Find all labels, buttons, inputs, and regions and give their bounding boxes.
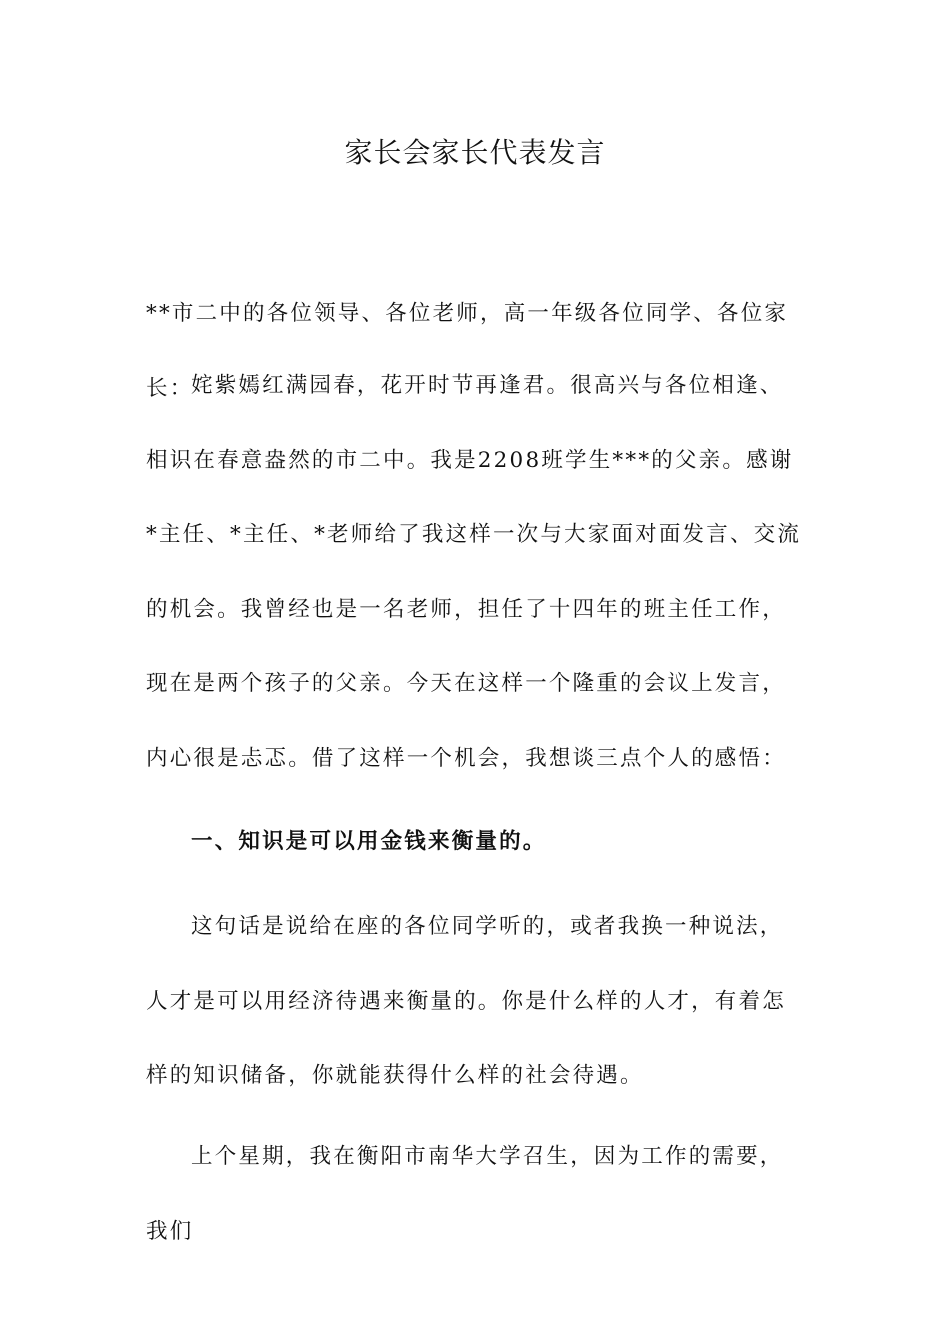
paragraph-knowledge: 这句话是说给在座的各位同学听的，或者我换一种说法，人才是可以用经济待遇来衡量的。你是什么样的人才，有着怎样的知识储备，你就能获得什么样的社会待遇。: [146, 914, 786, 1088]
section-heading-1: 一、知识是可以用金钱来衡量的。: [191, 829, 547, 854]
document-title: 家长会家长代表发言: [344, 136, 606, 169]
paragraph-last-week: 上个星期，我在衡阳市南华大学召生，因为工作的需要，我们: [146, 1144, 784, 1244]
paragraph-intro: 姹紫嫣红满园春，花开时节再逢君。很高兴与各位相逢、相识在春意盎然的市二中。我是2208班学生***的父亲。感谢*主任、*主任、*老师给了我这样一次与大家面对面发言、交流的机会。我曾经也是一名老师，担任了十四年的班主任工作，现在是两个孩子的父亲。今天在这样一个隆重的会议上发言，内心很是忐忑。借了这样一个机会，我想谈三点个人的感悟：: [146, 373, 802, 771]
greeting-line: **市二中的各位领导、各位老师，高一年级各位同学、各位家长：: [146, 301, 789, 401]
